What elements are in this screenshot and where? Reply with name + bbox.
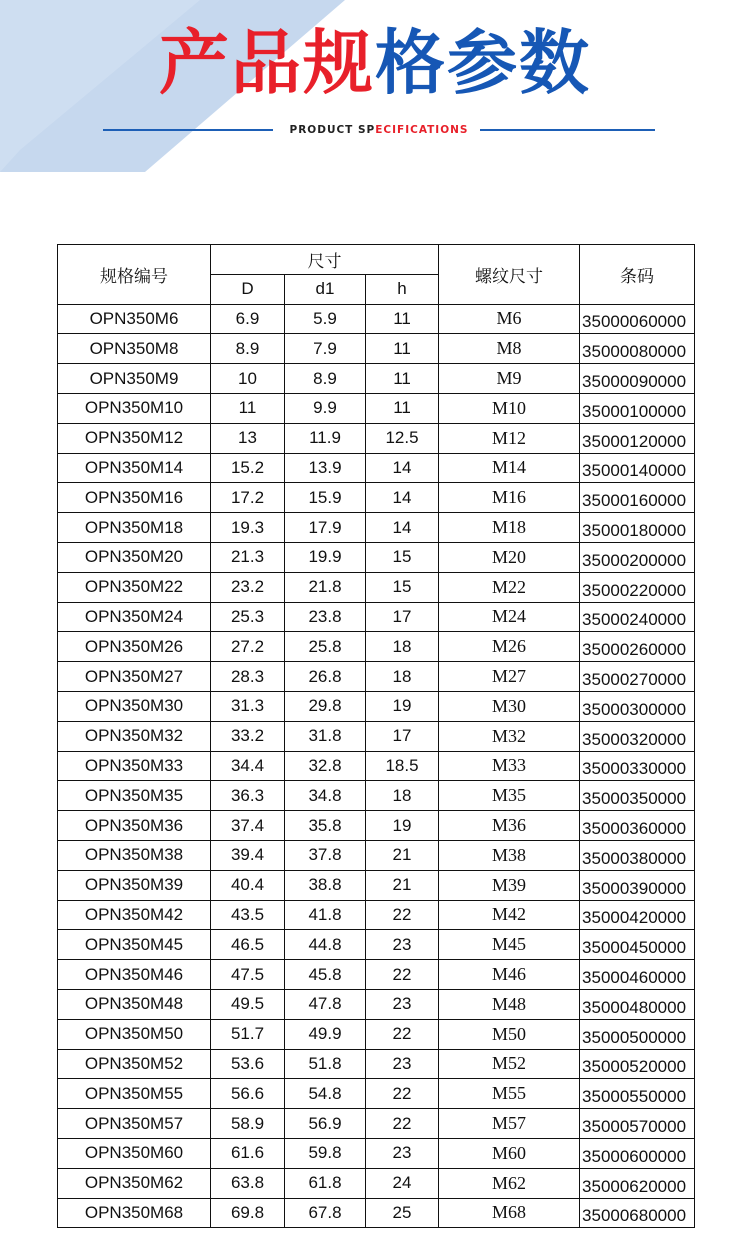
table-row (58, 960, 695, 990)
table-row (58, 1198, 695, 1228)
cell-barcode: 35000270000 (580, 662, 695, 692)
cell-barcode: 35000350000 (580, 781, 695, 811)
cell-thread-size: M26 (439, 632, 580, 662)
cell-spec-code: OPN350M18 (58, 513, 211, 543)
cell-thread-size: M30 (439, 691, 580, 721)
cell-height: 11 (366, 364, 439, 394)
table-row (58, 811, 695, 841)
cell-thread-size: M36 (439, 811, 580, 841)
cell-barcode: 35000360000 (580, 811, 695, 841)
cell-barcode: 35000500000 (580, 1019, 695, 1049)
table-row (58, 393, 695, 423)
cell-d-outer: 10 (211, 364, 285, 394)
cell-spec-code: OPN350M45 (58, 930, 211, 960)
cell-barcode: 35000080000 (580, 334, 695, 364)
cell-height: 19 (366, 811, 439, 841)
cell-d-outer: 19.3 (211, 513, 285, 543)
cell-d-inner: 21.8 (285, 572, 366, 602)
cell-thread-size: M12 (439, 423, 580, 453)
cell-d-inner: 37.8 (285, 840, 366, 870)
cell-height: 22 (366, 1109, 439, 1139)
cell-d-inner: 41.8 (285, 900, 366, 930)
cell-spec-code: OPN350M27 (58, 662, 211, 692)
cell-spec-code: OPN350M20 (58, 542, 211, 572)
cell-height: 12.5 (366, 423, 439, 453)
cell-thread-size: M22 (439, 572, 580, 602)
cell-spec-code: OPN350M35 (58, 781, 211, 811)
cell-d-inner: 35.8 (285, 811, 366, 841)
cell-thread-size: M45 (439, 930, 580, 960)
page-title (0, 18, 750, 108)
cell-d-inner: 67.8 (285, 1198, 366, 1228)
table-row (58, 632, 695, 662)
cell-spec-code: OPN350M30 (58, 691, 211, 721)
cell-thread-size: M39 (439, 870, 580, 900)
cell-barcode: 35000240000 (580, 602, 695, 632)
cell-d-outer: 63.8 (211, 1168, 285, 1198)
cell-thread-size: M55 (439, 1079, 580, 1109)
cell-thread-size: M9 (439, 364, 580, 394)
cell-d-outer: 61.6 (211, 1138, 285, 1168)
table-row (58, 662, 695, 692)
table-row (58, 364, 695, 394)
cell-height: 11 (366, 304, 439, 334)
cell-barcode: 35000460000 (580, 960, 695, 990)
cell-d-inner: 23.8 (285, 602, 366, 632)
cell-height: 14 (366, 483, 439, 513)
cell-d-outer: 6.9 (211, 304, 285, 334)
table-row (58, 781, 695, 811)
cell-barcode: 35000090000 (580, 364, 695, 394)
cell-d-outer: 53.6 (211, 1049, 285, 1079)
cell-thread-size: M62 (439, 1168, 580, 1198)
cell-thread-size: M38 (439, 840, 580, 870)
cell-barcode: 35000420000 (580, 900, 695, 930)
cell-thread-size: M20 (439, 542, 580, 572)
cell-d-outer: 49.5 (211, 989, 285, 1019)
cell-height: 23 (366, 930, 439, 960)
cell-d-inner: 45.8 (285, 960, 366, 990)
header-thread-size: 螺纹尺寸 (439, 245, 580, 305)
cell-d-inner: 11.9 (285, 423, 366, 453)
subtitle-divider-right (480, 129, 655, 131)
table-row (58, 483, 695, 513)
cell-d-outer: 37.4 (211, 811, 285, 841)
cell-height: 22 (366, 900, 439, 930)
table-row (58, 691, 695, 721)
title-red-part: 产品规 (159, 22, 375, 104)
cell-d-inner: 59.8 (285, 1138, 366, 1168)
cell-thread-size: M10 (439, 393, 580, 423)
cell-spec-code: OPN350M33 (58, 751, 211, 781)
cell-spec-code: OPN350M46 (58, 960, 211, 990)
cell-height: 22 (366, 960, 439, 990)
table-row (58, 334, 695, 364)
cell-d-inner: 13.9 (285, 453, 366, 483)
table-row (58, 513, 695, 543)
cell-d-inner: 29.8 (285, 691, 366, 721)
cell-spec-code: OPN350M36 (58, 811, 211, 841)
subtitle-row (103, 121, 655, 139)
cell-d-inner: 56.9 (285, 1109, 366, 1139)
spec-table (57, 244, 695, 1228)
cell-barcode: 35000160000 (580, 483, 695, 513)
cell-height: 19 (366, 691, 439, 721)
cell-barcode: 35000100000 (580, 393, 695, 423)
cell-d-outer: 36.3 (211, 781, 285, 811)
cell-spec-code: OPN350M6 (58, 304, 211, 334)
cell-barcode: 35000300000 (580, 691, 695, 721)
cell-spec-code: OPN350M57 (58, 1109, 211, 1139)
cell-d-outer: 58.9 (211, 1109, 285, 1139)
cell-d-inner: 38.8 (285, 870, 366, 900)
cell-spec-code: OPN350M42 (58, 900, 211, 930)
cell-d-inner: 49.9 (285, 1019, 366, 1049)
cell-d-outer: 46.5 (211, 930, 285, 960)
table-row (58, 870, 695, 900)
cell-thread-size: M33 (439, 751, 580, 781)
cell-spec-code: OPN350M26 (58, 632, 211, 662)
cell-barcode: 35000390000 (580, 870, 695, 900)
cell-barcode: 35000260000 (580, 632, 695, 662)
table-row (58, 721, 695, 751)
cell-barcode: 35000380000 (580, 840, 695, 870)
cell-thread-size: M35 (439, 781, 580, 811)
cell-barcode: 35000060000 (580, 304, 695, 334)
cell-d-outer: 33.2 (211, 721, 285, 751)
cell-height: 18.5 (366, 751, 439, 781)
header-height: h (366, 274, 439, 304)
cell-d-outer: 39.4 (211, 840, 285, 870)
cell-spec-code: OPN350M8 (58, 334, 211, 364)
cell-d-inner: 34.8 (285, 781, 366, 811)
cell-spec-code: OPN350M10 (58, 393, 211, 423)
cell-d-outer: 17.2 (211, 483, 285, 513)
table-row (58, 900, 695, 930)
cell-barcode: 35000600000 (580, 1138, 695, 1168)
cell-thread-size: M6 (439, 304, 580, 334)
cell-height: 17 (366, 602, 439, 632)
cell-height: 25 (366, 1198, 439, 1228)
cell-d-outer: 23.2 (211, 572, 285, 602)
table-row (58, 453, 695, 483)
cell-thread-size: M32 (439, 721, 580, 751)
cell-barcode: 35000180000 (580, 513, 695, 543)
cell-d-inner: 26.8 (285, 662, 366, 692)
cell-d-inner: 8.9 (285, 364, 366, 394)
table-row (58, 1168, 695, 1198)
cell-d-outer: 56.6 (211, 1079, 285, 1109)
cell-d-inner: 19.9 (285, 542, 366, 572)
cell-thread-size: M50 (439, 1019, 580, 1049)
header-barcode: 条码 (580, 245, 695, 305)
cell-d-outer: 27.2 (211, 632, 285, 662)
cell-height: 22 (366, 1019, 439, 1049)
subtitle-red-part: ECIFICATIONS (375, 124, 469, 136)
cell-height: 14 (366, 453, 439, 483)
cell-spec-code: OPN350M14 (58, 453, 211, 483)
cell-d-outer: 25.3 (211, 602, 285, 632)
cell-d-inner: 47.8 (285, 989, 366, 1019)
cell-height: 21 (366, 870, 439, 900)
cell-barcode: 35000480000 (580, 989, 695, 1019)
cell-spec-code: OPN350M16 (58, 483, 211, 513)
cell-spec-code: OPN350M24 (58, 602, 211, 632)
cell-height: 18 (366, 781, 439, 811)
cell-height: 15 (366, 572, 439, 602)
cell-d-inner: 51.8 (285, 1049, 366, 1079)
cell-spec-code: OPN350M38 (58, 840, 211, 870)
cell-thread-size: M27 (439, 662, 580, 692)
cell-barcode: 35000220000 (580, 572, 695, 602)
header-banner (0, 0, 750, 230)
page-subtitle (283, 121, 475, 139)
cell-d-outer: 13 (211, 423, 285, 453)
table-row (58, 1109, 695, 1139)
cell-barcode: 35000620000 (580, 1168, 695, 1198)
cell-d-outer: 43.5 (211, 900, 285, 930)
cell-d-outer: 51.7 (211, 1019, 285, 1049)
table-row (58, 304, 695, 334)
cell-height: 23 (366, 1049, 439, 1079)
cell-thread-size: M24 (439, 602, 580, 632)
cell-height: 15 (366, 542, 439, 572)
header-spec-code: 规格编号 (58, 245, 211, 305)
table-row (58, 1079, 695, 1109)
cell-d-inner: 32.8 (285, 751, 366, 781)
cell-d-outer: 31.3 (211, 691, 285, 721)
cell-thread-size: M8 (439, 334, 580, 364)
cell-height: 11 (366, 334, 439, 364)
cell-height: 24 (366, 1168, 439, 1198)
cell-thread-size: M16 (439, 483, 580, 513)
cell-d-outer: 21.3 (211, 542, 285, 572)
cell-d-outer: 15.2 (211, 453, 285, 483)
table-row (58, 989, 695, 1019)
table-row (58, 423, 695, 453)
cell-thread-size: M52 (439, 1049, 580, 1079)
cell-thread-size: M57 (439, 1109, 580, 1139)
cell-d-inner: 7.9 (285, 334, 366, 364)
header-d-inner: d1 (285, 274, 366, 304)
cell-barcode: 35000140000 (580, 453, 695, 483)
cell-d-outer: 40.4 (211, 870, 285, 900)
header-dimensions: 尺寸 (211, 245, 439, 275)
cell-thread-size: M46 (439, 960, 580, 990)
cell-height: 23 (366, 1138, 439, 1168)
table-row (58, 1019, 695, 1049)
cell-barcode: 35000330000 (580, 751, 695, 781)
cell-d-inner: 61.8 (285, 1168, 366, 1198)
cell-barcode: 35000680000 (580, 1198, 695, 1228)
cell-d-outer: 8.9 (211, 334, 285, 364)
cell-spec-code: OPN350M55 (58, 1079, 211, 1109)
cell-barcode: 35000120000 (580, 423, 695, 453)
cell-barcode: 35000570000 (580, 1109, 695, 1139)
cell-spec-code: OPN350M9 (58, 364, 211, 394)
cell-spec-code: OPN350M68 (58, 1198, 211, 1228)
cell-barcode: 35000520000 (580, 1049, 695, 1079)
cell-d-outer: 47.5 (211, 960, 285, 990)
cell-d-inner: 17.9 (285, 513, 366, 543)
cell-d-outer: 69.8 (211, 1198, 285, 1228)
table-row (58, 840, 695, 870)
table-row (58, 572, 695, 602)
subtitle-divider-left (103, 129, 273, 131)
cell-spec-code: OPN350M60 (58, 1138, 211, 1168)
cell-thread-size: M42 (439, 900, 580, 930)
cell-spec-code: OPN350M39 (58, 870, 211, 900)
cell-height: 23 (366, 989, 439, 1019)
cell-height: 21 (366, 840, 439, 870)
table-row (58, 602, 695, 632)
cell-height: 18 (366, 662, 439, 692)
cell-spec-code: OPN350M50 (58, 1019, 211, 1049)
cell-spec-code: OPN350M32 (58, 721, 211, 751)
cell-thread-size: M48 (439, 989, 580, 1019)
cell-d-outer: 28.3 (211, 662, 285, 692)
cell-d-inner: 15.9 (285, 483, 366, 513)
cell-spec-code: OPN350M62 (58, 1168, 211, 1198)
cell-d-inner: 31.8 (285, 721, 366, 751)
cell-barcode: 35000450000 (580, 930, 695, 960)
cell-barcode: 35000320000 (580, 721, 695, 751)
spec-table-body (58, 304, 695, 1228)
cell-height: 18 (366, 632, 439, 662)
cell-height: 22 (366, 1079, 439, 1109)
cell-spec-code: OPN350M52 (58, 1049, 211, 1079)
header-d-outer: D (211, 274, 285, 304)
table-row (58, 930, 695, 960)
cell-thread-size: M60 (439, 1138, 580, 1168)
cell-thread-size: M14 (439, 453, 580, 483)
cell-height: 14 (366, 513, 439, 543)
cell-thread-size: M18 (439, 513, 580, 543)
table-row (58, 542, 695, 572)
cell-spec-code: OPN350M48 (58, 989, 211, 1019)
subtitle-dark-part: PRODUCT SP (289, 124, 376, 136)
cell-d-inner: 5.9 (285, 304, 366, 334)
cell-d-inner: 9.9 (285, 393, 366, 423)
cell-d-outer: 34.4 (211, 751, 285, 781)
cell-d-outer: 11 (211, 393, 285, 423)
title-blue-part: 格参数 (375, 22, 591, 104)
cell-barcode: 35000550000 (580, 1079, 695, 1109)
cell-thread-size: M68 (439, 1198, 580, 1228)
table-row (58, 751, 695, 781)
cell-spec-code: OPN350M12 (58, 423, 211, 453)
table-row (58, 1138, 695, 1168)
cell-height: 17 (366, 721, 439, 751)
cell-d-inner: 25.8 (285, 632, 366, 662)
cell-height: 11 (366, 393, 439, 423)
table-row (58, 1049, 695, 1079)
cell-spec-code: OPN350M22 (58, 572, 211, 602)
cell-barcode: 35000200000 (580, 542, 695, 572)
cell-d-inner: 54.8 (285, 1079, 366, 1109)
cell-d-inner: 44.8 (285, 930, 366, 960)
